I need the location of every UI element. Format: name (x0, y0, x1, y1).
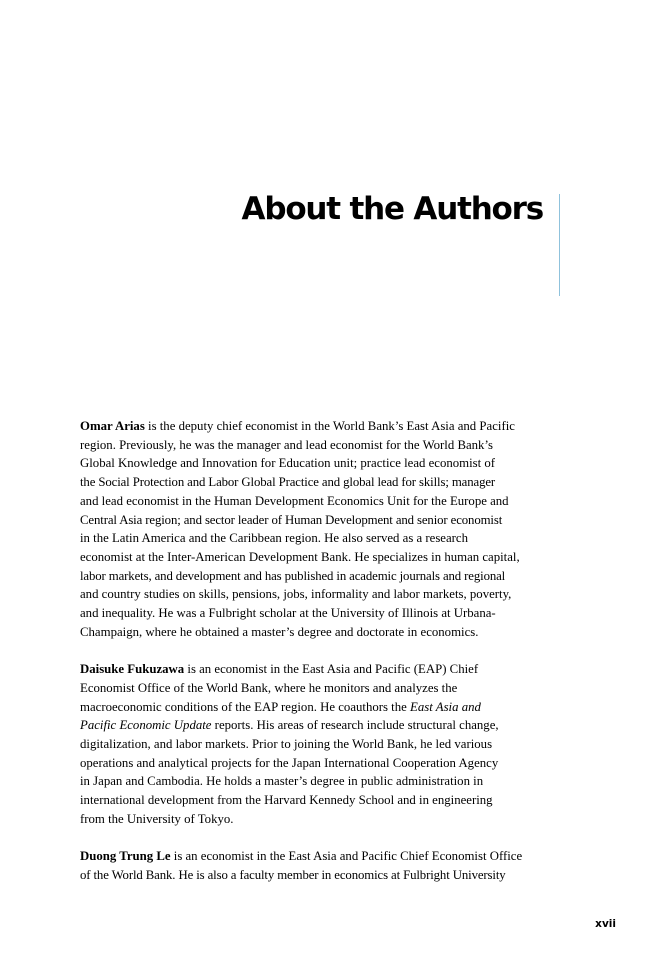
bio-text-line: and country studies on skills, pensions, jobs, informality and labor markets, poverty, (80, 587, 512, 602)
bio-text-line: international development from the Harvard Kennedy School and in engineering (80, 793, 493, 808)
author-name: Daisuke Fukuzawa (80, 662, 185, 677)
bio-text-line: macroeconomic conditions of the EAP region. He coauthors the (80, 699, 411, 714)
page-title: About the Authors (241, 191, 543, 227)
author-bio-daisuke-fukuzawa (80, 660, 562, 828)
author-name: Omar Arias (80, 419, 145, 433)
author-bios (80, 417, 562, 903)
bio-text-line: economist at the Inter-American Development Bank. He specializes in human capital, (80, 549, 520, 564)
bio-text-line: in the Latin America and the Caribbean region. He also served as a research (80, 531, 469, 546)
author-name: Duong Trung Le (80, 849, 171, 864)
author-bio-duong-trung-le (80, 847, 562, 884)
author-bio-omar-arias (80, 417, 562, 641)
bio-text-line: is an economist in the East Asia and Pacific Chief Economist Office (170, 849, 523, 864)
title-accent-rule (559, 194, 560, 296)
report-title: East Asia and (410, 699, 481, 714)
bio-text-line: of the World Bank. He is also a faculty member in economics at Fulbright University (80, 867, 506, 882)
bio-text-line: is the deputy chief economist in the World Bank’s East Asia and Pacific (144, 419, 515, 433)
bio-text-line: and lead economist in the Human Development Economics Unit for the Europe and (80, 493, 509, 508)
bio-text-line: Central Asia region; and sector leader of Human Development and senior economist (80, 512, 503, 527)
bio-text-line: Champaign, where he obtained a master’s degree and doctorate in economics. (80, 624, 479, 639)
bio-text-line: and inequality. He was a Fulbright scholar at the University of Illinois at Urbana- (80, 606, 496, 621)
bio-text-line: digitalization, and labor markets. Prior to joining the World Bank, he led various (80, 736, 493, 751)
bio-text-line: reports. His areas of research include structural change, (211, 718, 499, 733)
bio-text-line: Economist Office of the World Bank, where he monitors and analyzes the (80, 680, 458, 695)
bio-text-line: region. Previously, he was the manager and lead economist for the World Bank’s (80, 437, 493, 452)
bio-text-line: labor markets, and development and has published in academic journals and regional (80, 568, 506, 583)
bio-text-line: the Social Protection and Labor Global Practice and global lead for skills; manager (80, 475, 496, 490)
bio-text-line: Global Knowledge and Innovation for Education unit; practice lead economist of (80, 456, 496, 471)
bio-text-line: is an economist in the East Asia and Pacific (EAP) Chief (184, 662, 479, 677)
report-title: Pacific Economic Update (80, 718, 212, 733)
page-number: xvii (595, 918, 616, 930)
bio-text-line: in Japan and Cambodia. He holds a master’s degree in public administration in (80, 774, 484, 789)
bio-text-line: from the University of Tokyo. (80, 811, 234, 826)
bio-text-line: operations and analytical projects for the Japan International Cooperation Agency (80, 755, 499, 770)
